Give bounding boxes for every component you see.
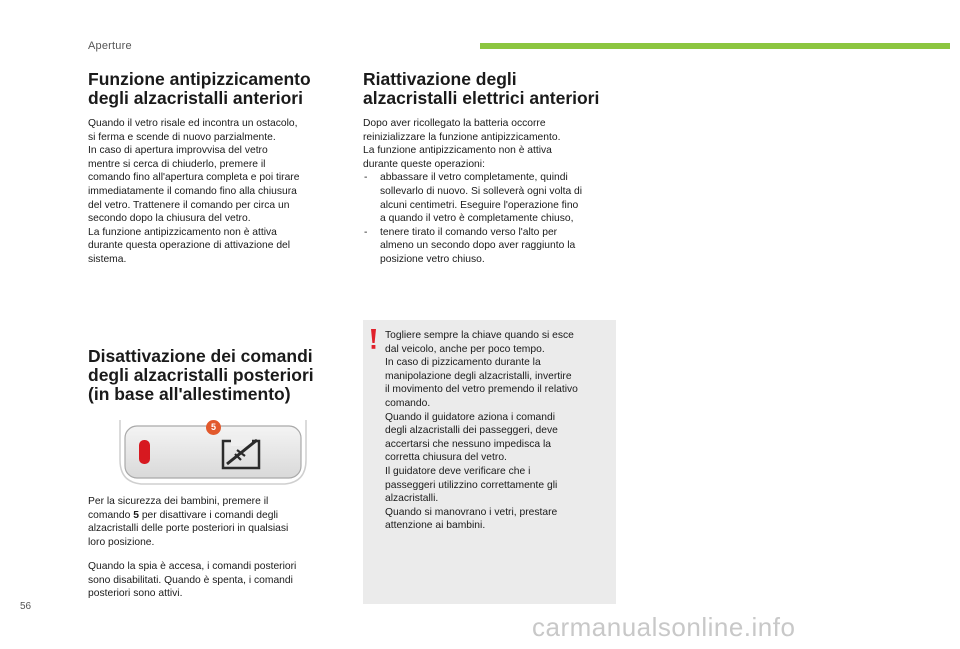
text-run: comando [88,509,134,521]
text-line: dal veicolo, anche per poco tempo. [385,343,545,355]
text-line: posteriori sono attivi. [88,588,183,600]
child-lock-switch-figure [117,416,309,488]
text-line: attenzione ai bambini. [385,520,486,532]
text-line: posizione vetro chiuso. [380,253,485,265]
steps-list [363,171,625,266]
heading-line: (in base all'allestimento) [88,384,291,404]
reactivation-text [363,117,625,267]
text-line [88,509,348,523]
text-line: a quando il vetro è completamente chiuso, [380,213,574,225]
exclamation-icon [367,328,379,350]
text-line: Quando il guidatore aziona i comandi [385,411,556,423]
indicator-paragraph [88,560,348,601]
text-line: alzacristalli. [385,493,439,505]
text-line: accertarsi che nessuno impedisca la [385,438,551,450]
text-run: per disattivare i comandi degli [138,509,279,521]
heading-line: Funzione antipizzicamento [88,69,311,89]
heading-line: degli alzacristalli posteriori [88,365,314,385]
text-line: secondo dopo la chiusura del vetro. [88,213,251,225]
text-line: Quando si manovrano i vetri, prestare [385,506,558,518]
text-line: In caso di pizzicamento durante la [385,357,541,369]
text-line: corretta chiusura del vetro. [385,452,507,464]
heading-line: Riattivazione degli [363,69,517,89]
text-line: - abbassare il vetro completamente, quindi [380,172,568,184]
text-line: manipolazione degli alzacristalli, invertire [385,370,572,382]
text-line: Quando il vetro risale ed incontra un ostacolo, [88,118,298,129]
child-safety-paragraph [88,495,348,549]
text-line: Il guidatore deve verificare che i [385,465,531,477]
text-line: sollevarlo di nuovo. Si solleverà ogni volta di [380,185,583,197]
text-line: durante questa operazione di attivazione del [88,240,291,252]
text-line: immediatamente il comando fino alla chiusura [88,185,297,197]
heading-reactivation [363,70,633,108]
warning-text [385,329,611,533]
heading-rear-deactivation [88,347,348,404]
text-line: alcuni centimetri. Eseguire l'operazione fino [380,199,579,211]
section-label: Aperture [88,40,132,52]
text-line: si ferma e scende di nuovo parzialmente. [88,131,276,143]
text-line: durante queste operazioni: [363,158,485,170]
list-item [363,171,625,225]
text-line: In caso di apertura improvvisa del vetro [88,145,268,157]
text-line: il movimento del vetro premendo il relativo [385,384,578,396]
text-line: Togliere sempre la chiave quando si esce [385,330,574,341]
text-line: reinizializzare la funzione antipizzicamento. [363,131,561,143]
heading-line: alzacristalli elettrici anteriori [363,88,600,108]
text-line: Quando la spia è accesa, i comandi posteriori [88,561,297,572]
command-number: 5 [133,509,139,521]
text-line: Per la sicurezza dei bambini, premere il [88,496,269,507]
text-line: loro posizione. [88,536,155,548]
text-line: comando fino all'apertura completa e poi tirare [88,172,300,184]
text-line: mentre si cerca di chiuderlo, premere il [88,158,266,170]
antipinch-paragraph [88,117,348,267]
page-number: 56 [20,601,32,612]
text-line: La funzione antipizzicamento non è attiva [88,226,277,238]
heading-antipinch-front [88,70,348,108]
text-line: - tenere tirato il comando verso l'alto per [380,226,558,238]
text-line: Dopo aver ricollegato la batteria occorre [363,118,546,129]
text-line: La funzione antipizzicamento non è attiva [363,145,552,157]
text-line: sistema. [88,253,127,265]
section-accent-bar [480,43,950,49]
heading-line: Disattivazione dei comandi [88,346,313,366]
text-line: almeno un secondo dopo aver raggiunto la [380,240,576,252]
heading-line: degli alzacristalli anteriori [88,88,303,108]
text-line: degli alzacristalli dei passeggeri, deve [385,425,558,437]
text-line: comando. [385,397,431,409]
watermark: carmanualsonline.info [532,612,796,642]
text-line: sono disabilitati. Quando è spenta, i comandi [88,574,293,586]
text-line: del vetro. Trattenere il comando per circa un [88,199,290,211]
text-line: alzacristalli delle porte posteriori in qualsiasi [88,523,289,535]
list-item [363,226,625,267]
callout-badge-5: 5 [206,420,221,435]
text-line: passeggeri utilizzino correttamente gli [385,479,558,491]
